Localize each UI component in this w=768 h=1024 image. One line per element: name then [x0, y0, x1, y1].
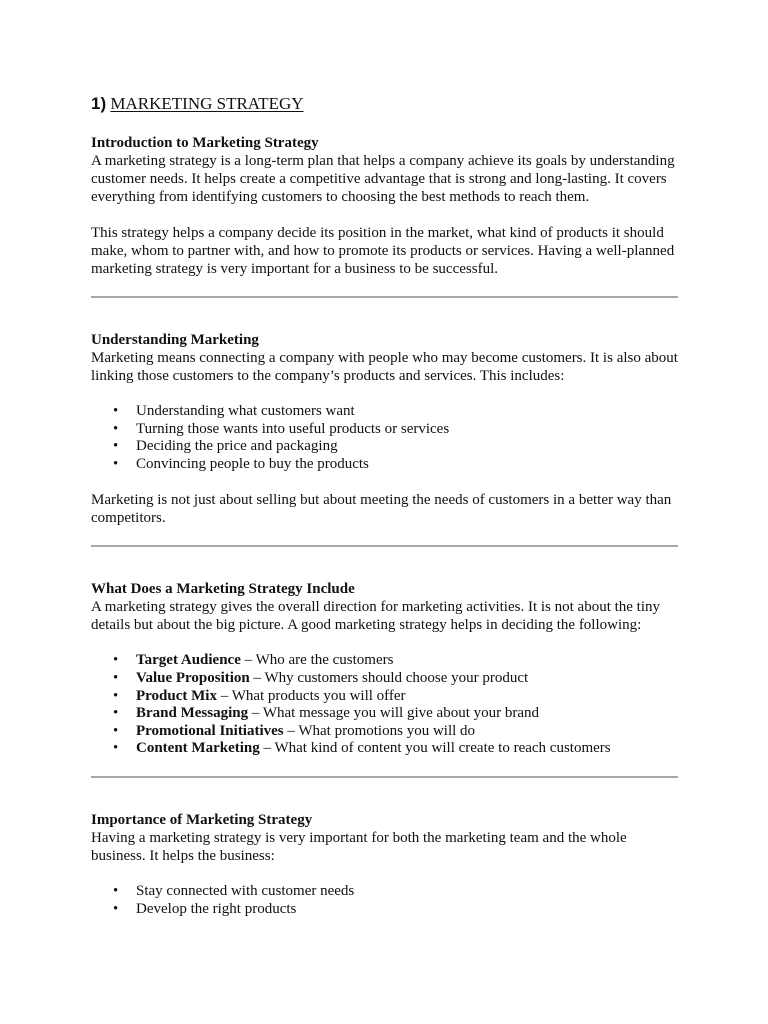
list-item-desc: – What kind of content you will create to reach customers — [259, 740, 611, 757]
paragraph: Marketing is not just about selling but about meeting the needs of customers in a better way than competitors. — [91, 492, 672, 527]
list-item — [136, 688, 678, 706]
paragraph: Having a marketing strategy is very important for both the marketing team and the whole business. It helps the business: — [91, 829, 627, 864]
bullet-list — [91, 652, 678, 758]
list-item-term: Product Mix — [136, 687, 217, 704]
section-understanding-marketing — [91, 331, 678, 527]
list-item: • Convincing people to buy the products — [136, 456, 678, 474]
list-item: • Develop the right products — [136, 901, 678, 919]
list-item-term: Promotional Initiatives — [136, 722, 284, 739]
list-item-desc: – What promotions you will do — [283, 722, 476, 739]
list-item-term: Value Proposition — [136, 669, 250, 686]
paragraph: A marketing strategy gives the overall direction for marketing activities. It is not about the tiny details but about the big picture. A good marketing strategy helps in deciding the following: — [91, 599, 661, 634]
section-heading: What Does a Marketing Strategy Include — [91, 581, 355, 598]
list-item — [136, 652, 678, 670]
title-text: MARKETING STRATEGY — [110, 94, 304, 113]
section-heading: Importance of Marketing Strategy — [91, 811, 313, 828]
title-number: 1) — [91, 94, 107, 113]
document-page — [91, 93, 678, 918]
section-strategy-includes — [91, 580, 678, 758]
list-item: • Deciding the price and packaging — [136, 438, 678, 456]
list-item-desc: – What message you will give about your brand — [248, 705, 540, 722]
list-item-desc: – What products you will offer — [216, 687, 406, 704]
list-item-desc: – Why customers should choose your product — [249, 669, 529, 686]
section-introduction — [91, 134, 678, 278]
section-heading: Understanding Marketing — [91, 332, 259, 348]
paragraph: Marketing means connecting a company with people who may become customers. It is also about linking those customers to the company’s products and services. This includes: — [91, 350, 678, 384]
section-heading: Introduction to Marketing Strategy — [91, 135, 319, 151]
list-item-desc: – Who are the customers — [240, 652, 394, 669]
list-item: • Turning those wants into useful products or services — [136, 421, 678, 439]
document-title — [91, 93, 678, 115]
bullet-list — [91, 403, 678, 473]
paragraph: A marketing strategy is a long-term plan that helps a company achieve its goals by understanding customer needs. It helps create a competitive advantage that is strong and long-lasting. It covers everything from identifying customers to choosing the best methods to reach them. — [91, 153, 675, 205]
bullet-list — [91, 883, 678, 918]
list-item-term: Brand Messaging — [136, 705, 249, 722]
list-item — [136, 705, 678, 723]
list-item — [136, 740, 678, 758]
list-item-term: Content Marketing — [136, 740, 260, 757]
list-item — [136, 723, 678, 741]
paragraph: This strategy helps a company decide its position in the market, what kind of products it should make, whom to partner with, and how to promote its products or services. Having a well-planned marketing strategy is very important for a business to be successful. — [91, 225, 675, 277]
list-item: • Stay connected with customer needs — [136, 883, 678, 901]
list-item-term: Target Audience — [136, 652, 241, 669]
list-item: • Understanding what customers want — [136, 403, 678, 421]
section-importance — [91, 811, 678, 918]
list-item — [136, 670, 678, 688]
